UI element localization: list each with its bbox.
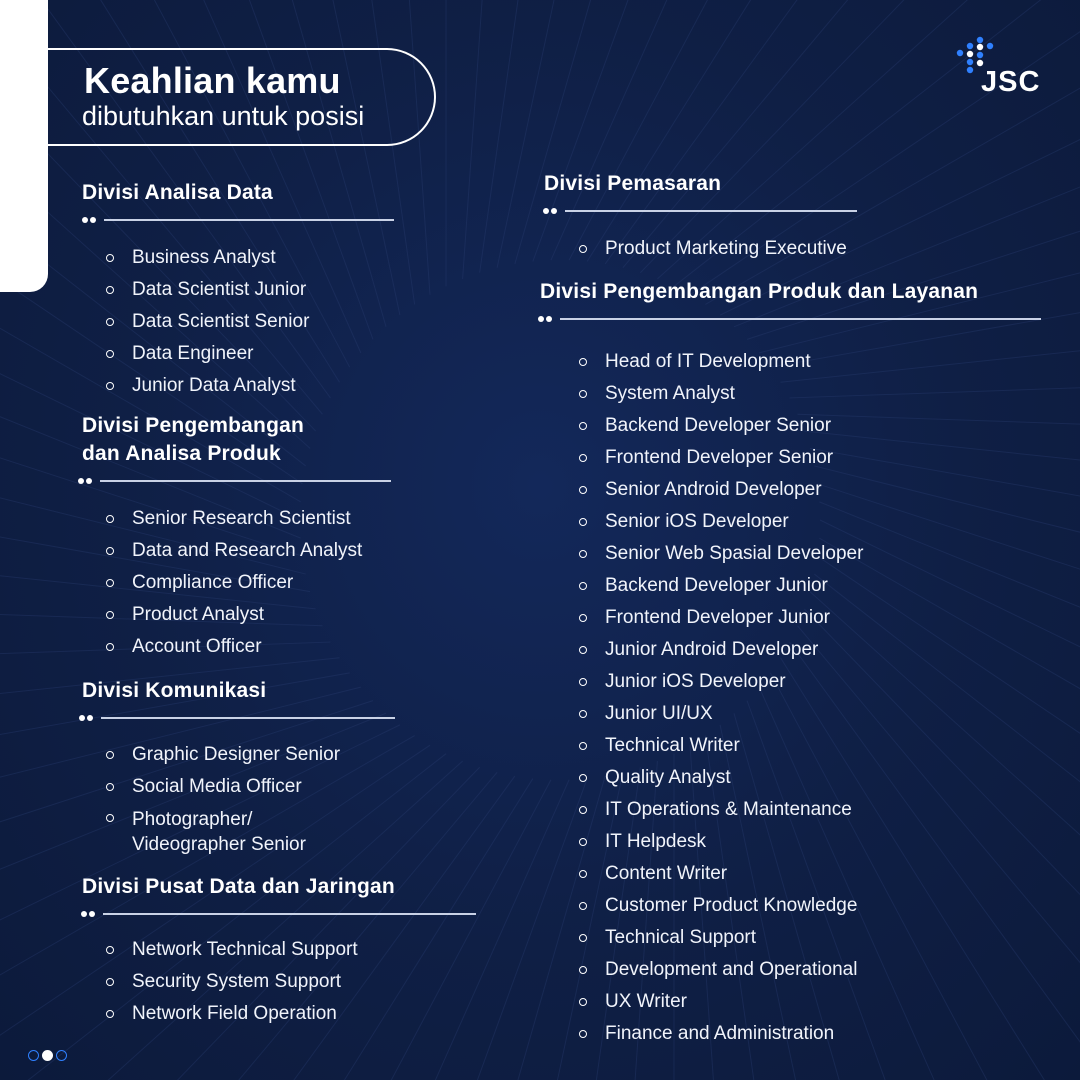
list-item: Data Engineer	[80, 338, 394, 370]
bullet-icon	[106, 547, 114, 555]
bullet-icon	[106, 515, 114, 523]
section-title: Divisi Pemasaran	[544, 172, 722, 195]
bullet-icon	[106, 611, 114, 619]
bullet-icon	[579, 998, 587, 1006]
bullet-icon	[579, 245, 587, 253]
bullet-icon	[579, 390, 587, 398]
section-pemasaran	[544, 170, 857, 265]
section-komunikasi	[82, 677, 395, 857]
bullet-icon	[106, 751, 114, 759]
list-item: Account Officer	[80, 631, 391, 663]
list-item: Quality Analyst	[553, 762, 1041, 794]
bullet-icon	[106, 350, 114, 358]
bullet-icon	[106, 382, 114, 390]
list-item: System Analyst	[553, 378, 1041, 410]
bullet-icon	[579, 422, 587, 430]
logo-text: JSC	[981, 66, 1041, 98]
list-item: Backend Developer Senior	[553, 410, 1041, 442]
section-title: Divisi Komunikasi	[82, 679, 267, 702]
item-list	[80, 503, 391, 663]
bullet-icon	[106, 978, 114, 986]
bullet-icon	[579, 742, 587, 750]
bullet-icon	[579, 614, 587, 622]
bullet-icon	[579, 710, 587, 718]
list-item: Senior iOS Developer	[553, 506, 1041, 538]
list-item: Compliance Officer	[80, 567, 391, 599]
section-divider	[78, 476, 391, 486]
list-item: Junior UI/UX	[553, 698, 1041, 730]
section-divider	[82, 215, 394, 225]
section-title: Divisi Pusat Data dan Jaringan	[82, 875, 395, 898]
list-item: Product Marketing Executive	[553, 233, 857, 265]
list-item: Content Writer	[553, 858, 1041, 890]
bullet-icon	[579, 678, 587, 686]
page-subtitle: dibutuhkan untuk posisi	[82, 101, 365, 131]
list-item: Junior Data Analyst	[80, 370, 394, 402]
bullet-icon	[106, 946, 114, 954]
bullet-icon	[579, 966, 587, 974]
bullet-icon	[579, 550, 587, 558]
list-item: IT Helpdesk	[553, 826, 1041, 858]
item-list	[80, 739, 395, 857]
corner-tab-decoration	[0, 0, 48, 292]
bullet-icon	[106, 286, 114, 294]
bullet-icon	[579, 806, 587, 814]
list-item: Head of IT Development	[553, 346, 1041, 378]
list-item: Senior Web Spasial Developer	[553, 538, 1041, 570]
section-divider	[81, 909, 476, 919]
item-list	[553, 233, 857, 265]
section-divider	[79, 713, 395, 723]
list-item: Photographer/ Videographer Senior	[80, 803, 395, 857]
list-item: Business Analyst	[80, 242, 394, 274]
list-item: Senior Android Developer	[553, 474, 1041, 506]
section-analisa-data	[82, 179, 394, 402]
bullet-icon	[579, 838, 587, 846]
list-item: Finance and Administration	[553, 1018, 1041, 1050]
list-item: Junior iOS Developer	[553, 666, 1041, 698]
list-item: Technical Writer	[553, 730, 1041, 762]
bullet-icon	[579, 518, 587, 526]
section-divider	[543, 206, 857, 216]
section-divider	[538, 314, 1041, 324]
pager-dot[interactable]	[42, 1050, 53, 1061]
bullet-icon	[579, 934, 587, 942]
section-title-line-1: Divisi Pengembangan	[82, 414, 305, 437]
bullet-icon	[106, 254, 114, 262]
pager-dot[interactable]	[56, 1050, 67, 1061]
bullet-icon	[579, 870, 587, 878]
list-item: UX Writer	[553, 986, 1041, 1018]
bullet-icon	[106, 318, 114, 326]
list-item: Data and Research Analyst	[80, 535, 391, 567]
bullet-icon	[106, 1010, 114, 1018]
bullet-icon	[106, 643, 114, 651]
item-list	[80, 934, 476, 1030]
list-item: Data Scientist Senior	[80, 306, 394, 338]
list-item: Customer Product Knowledge	[553, 890, 1041, 922]
bullet-icon	[579, 646, 587, 654]
bullet-icon	[106, 814, 114, 822]
section-pengembangan-produk-layanan	[540, 278, 1041, 1050]
list-item: Social Media Officer	[80, 771, 395, 803]
item-list	[80, 242, 394, 402]
list-item: Junior Android Developer	[553, 634, 1041, 666]
section-title: Divisi Analisa Data	[82, 181, 273, 204]
section-pengembangan-analisa-produk	[82, 412, 391, 663]
bullet-icon	[579, 902, 587, 910]
page-title: Keahlian kamu	[84, 60, 341, 101]
section-title-line-2: dan Analisa Produk	[82, 442, 281, 465]
list-item: Development and Operational	[553, 954, 1041, 986]
list-item: Security System Support	[80, 966, 476, 998]
bullet-icon	[579, 1030, 587, 1038]
list-item: Frontend Developer Senior	[553, 442, 1041, 474]
list-item: Backend Developer Junior	[553, 570, 1041, 602]
list-item: IT Operations & Maintenance	[553, 794, 1041, 826]
bullet-icon	[579, 774, 587, 782]
list-item: Data Scientist Junior	[80, 274, 394, 306]
section-title: Divisi Pengembangan Produk dan Layanan	[540, 280, 979, 303]
list-item: Frontend Developer Junior	[553, 602, 1041, 634]
bullet-icon	[106, 579, 114, 587]
carousel-pager	[28, 1048, 70, 1062]
list-item: Technical Support	[553, 922, 1041, 954]
list-item: Graphic Designer Senior	[80, 739, 395, 771]
bullet-icon	[579, 486, 587, 494]
section-pusat-data-jaringan	[82, 873, 476, 1030]
list-item: Product Analyst	[80, 599, 391, 631]
list-item: Network Field Operation	[80, 998, 476, 1030]
item-list	[553, 346, 1041, 1050]
bullet-icon	[579, 454, 587, 462]
pager-dot[interactable]	[28, 1050, 39, 1061]
bullet-icon	[579, 358, 587, 366]
list-item: Senior Research Scientist	[80, 503, 391, 535]
bullet-icon	[106, 783, 114, 791]
bullet-icon	[579, 582, 587, 590]
list-item: Network Technical Support	[80, 934, 476, 966]
